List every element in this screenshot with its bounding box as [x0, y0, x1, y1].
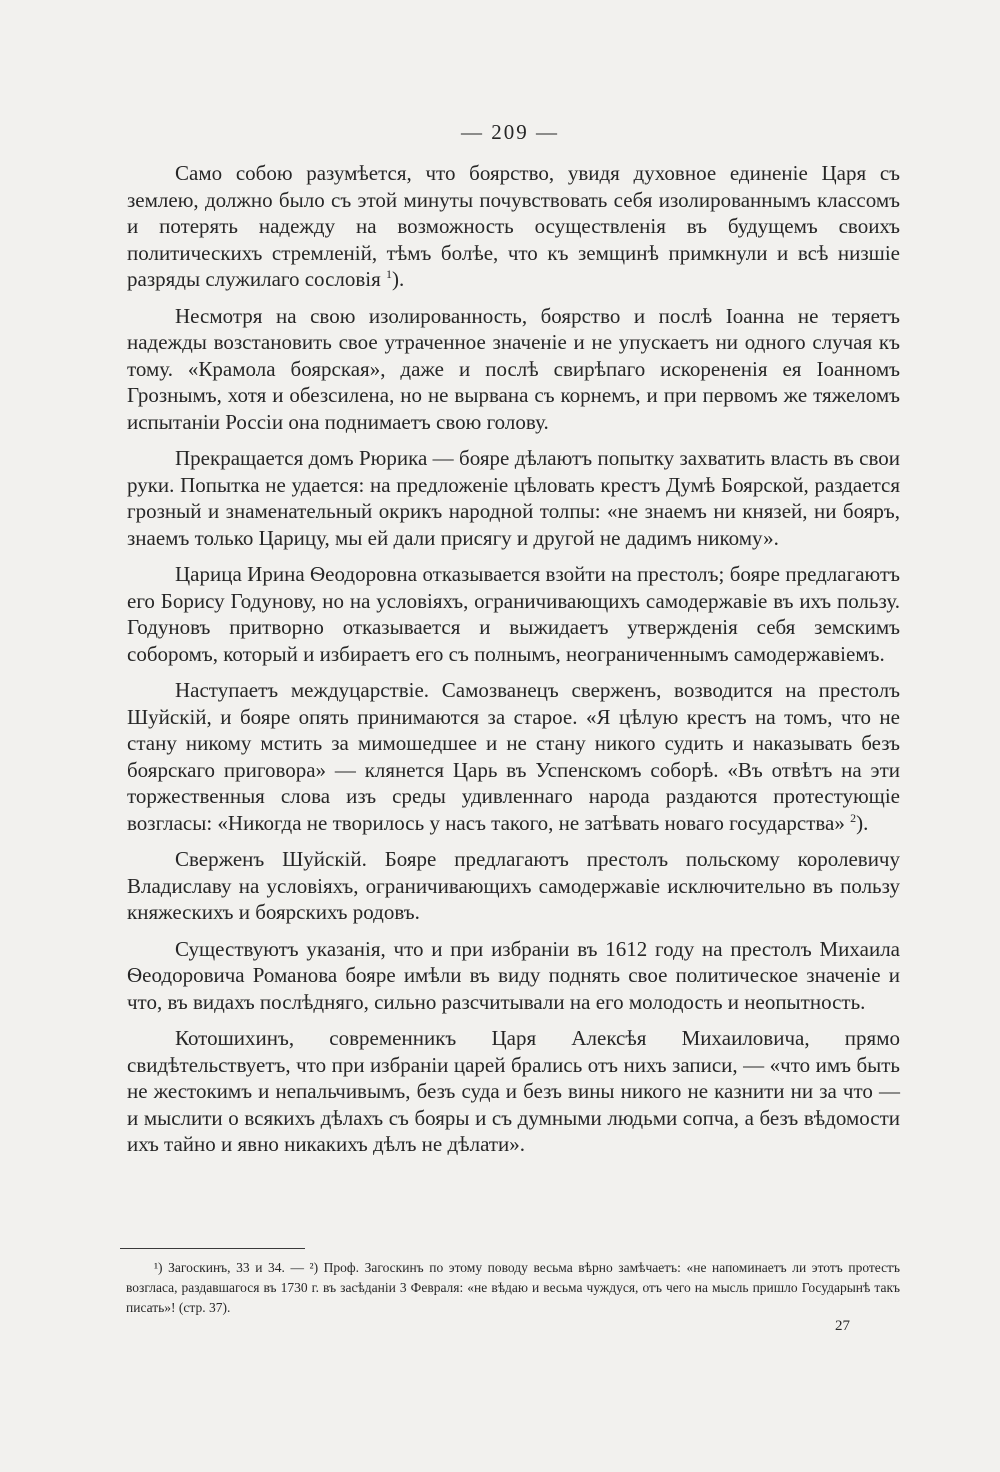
footnotes: ¹) Загоскинъ, 33 и 34. — ²) Проф. Загоскинъ по этому поводу весьма вѣрно замѣчаетъ: «не напоминаетъ ли этотъ протестъ возгласа, раздавшагося въ 1730 г. въ засѣданіи 3 Февраля: «не вѣдаю и весьма чуждуся, отъ чего на мысль пришло Государынѣ такъ писать»! (стр. 37). — [126, 1260, 900, 1315]
paragraph — [127, 846, 900, 926]
paragraph-text: Несмотря на свою изолированность, боярство и послѣ Іоанна не теряетъ надежды возстановить свое утраченное значеніе и не упускаетъ ни одного случая къ тому. «Крамола боярская», даже и послѣ свирѣпаго искорененія ея Іоанномъ Грознымъ, хотя и обезсилена, но не вырвана съ корнемъ, и при первомъ же тяжеломъ испытаніи Россіи она поднимаетъ свою голову. — [127, 303, 900, 434]
paragraph-text: Само собою разумѣется, что боярство, увидя духовное единеніе Царя съ землею, должно было съ этой минуты почувствовать себя изолированнымъ классомъ и потерять надежду на возможность осуществленія въ будущемъ своихъ политическихъ стремленій, тѣмъ болѣе, что къ земщинѣ примкнули и всѣ низшіе разряды служилаго сословія — [127, 161, 900, 291]
signature-mark: 27 — [835, 1318, 850, 1334]
paragraph-text: Наступаетъ междуцарствіе. Самозванецъ сверженъ, возводится на престолъ Шуйскій, и бояре опять принимаются за старое. «Я цѣлую крестъ на томъ, что не стану никому мстить за мимошедшее и не стану никого судить и наказывать безъ боярскаго приговора» — клянется Царь въ Успенскомъ соборѣ. «Въ отвѣтъ на эти торжественныя слова изъ среды удивленнаго народа раздаются протестующіе возгласы: «Никогда не творилось у насъ такого, не затѣвать новаго государства» — [127, 678, 900, 835]
paragraph — [127, 561, 900, 667]
footnote-reference: 2 — [850, 810, 857, 825]
body-text — [127, 160, 900, 1168]
paragraph — [127, 160, 900, 293]
paragraph — [127, 936, 900, 1016]
paragraph-text: Существуютъ указанія, что и при избраніи въ 1612 году на престолъ Михаила Ѳеодоровича Романова бояре имѣли въ виду поднять свое политическое значеніе и что, въ видахъ послѣдняго, сильно разсчитывали на его молодость и неопытность. — [127, 936, 900, 1014]
page-number: — 209 — — [461, 120, 559, 144]
paragraph-text: Прекращается домъ Рюрика — бояре дѣлаютъ попытку захватить власть въ свои руки. Попытка не удается: на предложеніе цѣловать крестъ Думѣ Боярской, раздается грозный и знаменательный окрикъ народной толпы: «не знаемъ ни князей, ни бояръ, знаемъ только Царицу, мы ей дали присягу и другой не дадимъ никому». — [127, 446, 900, 550]
paragraph — [127, 445, 900, 551]
paragraph-text: Царица Ирина Ѳеодоровна отказывается взойти на престолъ; бояре предлагаютъ его Борису Годунову, но на условіяхъ, ограничивающихъ самодержавіе въ ихъ пользу. Годуновъ притворно отказывается и выжидаетъ утвержденія себя земскимъ соборомъ, который и избираетъ его съ полнымъ, неограниченнымъ самодержавіемъ. — [127, 562, 900, 666]
paragraph — [127, 677, 900, 836]
paragraph-tail: ). — [856, 810, 869, 835]
footnote-reference: 1 — [386, 267, 393, 281]
footnote-divider — [120, 1248, 305, 1249]
paragraph-text: Сверженъ Шуйскій. Бояре предлагаютъ престолъ польскому королевичу Владиславу на условіяхъ, ограничивающихъ самодержавіе исключительно въ пользу княжескихъ и боярскихъ родовъ. — [127, 847, 900, 924]
paragraph — [127, 1025, 900, 1158]
paragraph-tail: ). — [392, 267, 405, 291]
paragraph — [127, 303, 900, 436]
paragraph-text: Котошихинъ, современникъ Царя Алексѣя Михаиловича, прямо свидѣтельствуетъ, что при избраніи царей брались отъ нихъ записи, — «что имъ быть не жестокимъ и непальчивымъ, безъ суда и безъ вины никого не казнити ни за что — и мыслити о всякихъ дѣлахъ съ бояры и съ думными людьми сопча, а безъ вѣдомости ихъ тайно и явно никакихъ дѣлъ не дѣлати». — [127, 1026, 900, 1156]
